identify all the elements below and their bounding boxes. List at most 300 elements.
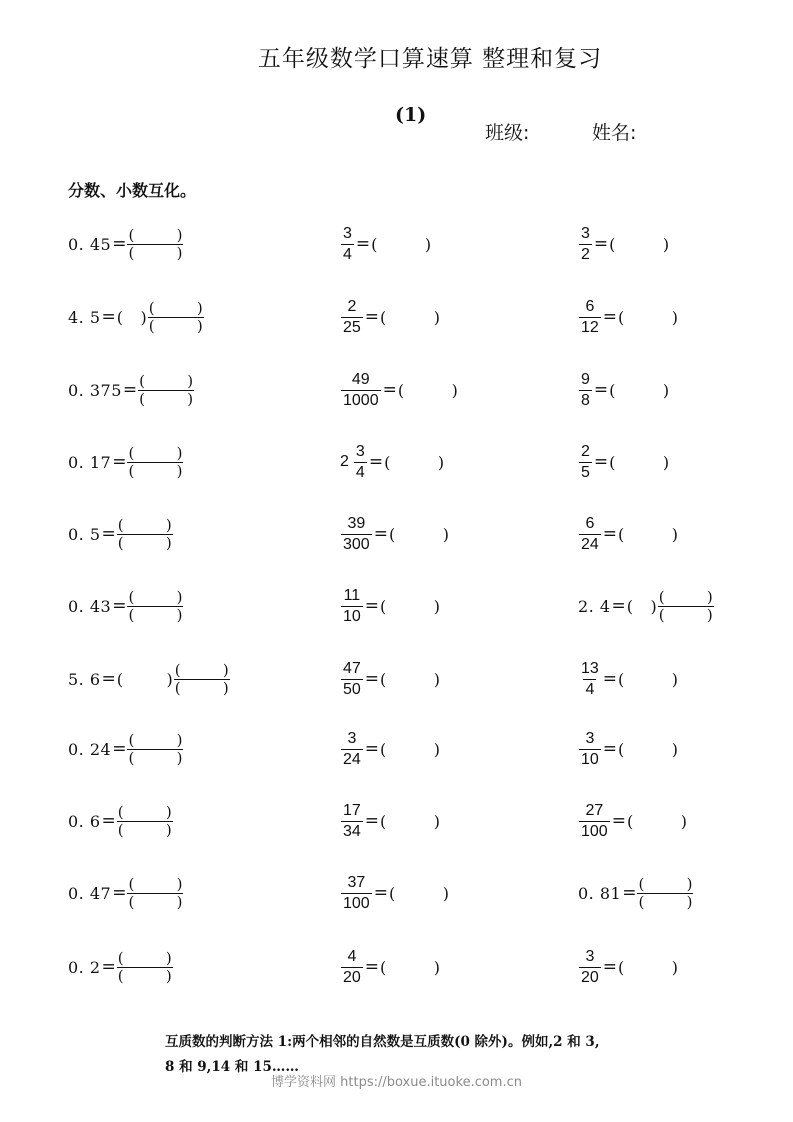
- fraction: [341, 949, 363, 986]
- equals-sign: =: [101, 307, 116, 327]
- denominator: 24: [581, 535, 599, 553]
- answer-denominator-blank[interactable]: [127, 749, 183, 766]
- open-paren: (: [618, 739, 625, 759]
- close-paren: ): [650, 596, 657, 616]
- answer-blank[interactable]: [380, 670, 440, 689]
- section-title: 分数、小数互化。: [68, 181, 197, 200]
- answer-fraction-blank[interactable]: [148, 298, 204, 335]
- open-paren: (: [618, 524, 625, 544]
- close-paren: ): [165, 533, 172, 552]
- fraction: [341, 661, 363, 698]
- open-paren: (: [380, 596, 387, 616]
- answer-numerator-blank[interactable]: [117, 515, 173, 534]
- answer-blank[interactable]: [389, 525, 449, 544]
- answer-denominator-blank[interactable]: [658, 606, 714, 623]
- open-paren: (: [626, 596, 634, 616]
- close-paren: ): [222, 660, 229, 679]
- fraction: [341, 372, 381, 409]
- denominator: 100: [343, 894, 370, 912]
- answer-fraction-blank[interactable]: [117, 948, 173, 985]
- equals-sign: =: [101, 524, 116, 544]
- answer-numerator-blank[interactable]: [174, 660, 230, 679]
- answer-whole-blank[interactable]: [117, 670, 173, 689]
- answer-fraction-blank[interactable]: [658, 587, 714, 624]
- decimal-value: 0. 2: [68, 957, 101, 977]
- problem-item: [340, 295, 440, 339]
- close-paren: ): [442, 524, 449, 544]
- numerator: 3: [585, 729, 595, 747]
- equals-sign: =: [355, 234, 371, 254]
- page-title: 五年级数学口算速算 整理和复习: [257, 46, 603, 72]
- answer-numerator-blank[interactable]: [127, 587, 183, 606]
- close-paren: ): [706, 605, 713, 624]
- open-paren: (: [618, 669, 625, 689]
- open-paren: (: [380, 669, 387, 689]
- problem-item: [578, 871, 693, 915]
- equals-sign: =: [611, 596, 626, 616]
- open-paren: (: [117, 515, 124, 534]
- open-paren: (: [174, 678, 181, 697]
- close-paren: ): [165, 515, 172, 534]
- equals-sign: =: [602, 669, 618, 689]
- answer-numerator-blank[interactable]: [117, 948, 173, 967]
- problem-item: [68, 295, 204, 339]
- open-paren: (: [117, 966, 124, 985]
- answer-blank[interactable]: [609, 381, 669, 400]
- numerator: 2: [581, 442, 590, 460]
- denominator: 12: [581, 318, 599, 336]
- equals-sign: =: [364, 307, 380, 327]
- numerator: 6: [585, 297, 595, 315]
- problem-item: [340, 368, 458, 412]
- close-paren: ): [165, 966, 172, 985]
- whole-number: 2: [340, 453, 349, 470]
- answer-fraction-blank[interactable]: [127, 225, 183, 262]
- equals-sign: =: [112, 452, 127, 472]
- close-paren: ): [166, 669, 173, 689]
- answer-numerator-blank[interactable]: [127, 874, 183, 893]
- fraction: [354, 444, 367, 481]
- answer-blank[interactable]: [609, 453, 669, 472]
- close-paren: ): [671, 957, 679, 977]
- problem-item: [578, 222, 669, 266]
- close-paren: ): [671, 307, 679, 327]
- numerator: 4: [347, 947, 357, 965]
- close-paren: ): [187, 371, 194, 390]
- answer-blank[interactable]: [618, 525, 678, 544]
- answer-blank[interactable]: [398, 381, 458, 400]
- decimal-value: 0. 24: [68, 739, 112, 759]
- answer-denominator-blank[interactable]: [117, 534, 173, 551]
- close-paren: ): [433, 669, 441, 689]
- open-paren: (: [128, 892, 135, 911]
- denominator: 10: [343, 607, 361, 625]
- fraction: [579, 226, 592, 263]
- header-subline: [0, 104, 793, 144]
- close-paren: ): [165, 820, 172, 839]
- open-paren: (: [626, 811, 634, 831]
- equals-sign: =: [602, 524, 618, 544]
- numerator: 49: [351, 370, 370, 388]
- problem-item: [340, 945, 440, 989]
- answer-numerator-blank[interactable]: [658, 587, 714, 606]
- denominator: 1000: [343, 391, 379, 409]
- fraction: [341, 299, 363, 336]
- answer-denominator-blank[interactable]: [637, 893, 693, 910]
- close-paren: ): [451, 380, 458, 400]
- decimal-value: 0. 5: [68, 524, 101, 544]
- fraction: [579, 444, 592, 481]
- denominator: 4: [585, 680, 595, 698]
- denominator: 20: [581, 968, 599, 986]
- open-paren: (: [148, 298, 155, 317]
- denominator: 4: [355, 463, 365, 481]
- answer-denominator-blank[interactable]: [117, 821, 173, 838]
- fraction: [341, 226, 354, 263]
- open-paren: (: [128, 748, 135, 767]
- open-paren: (: [128, 730, 135, 749]
- open-paren: (: [128, 461, 135, 480]
- open-paren: (: [128, 605, 135, 624]
- fraction: [341, 516, 372, 553]
- answer-whole-blank[interactable]: [627, 597, 657, 616]
- open-paren: (: [139, 371, 145, 390]
- open-paren: (: [148, 316, 155, 335]
- answer-denominator-blank[interactable]: [138, 390, 194, 407]
- close-paren: ): [662, 234, 670, 254]
- open-paren: (: [128, 587, 135, 606]
- answer-blank[interactable]: [380, 958, 440, 977]
- numerator: 9: [581, 370, 590, 388]
- fraction: [579, 299, 601, 336]
- open-paren: (: [128, 874, 135, 893]
- numerator: 27: [585, 801, 604, 819]
- open-paren: (: [380, 307, 387, 327]
- numerator: 3: [581, 224, 590, 242]
- problem-item: [340, 799, 440, 843]
- tip-line-2: 8 和 9,14 和 15……: [165, 1059, 299, 1075]
- problem-item: [578, 295, 678, 339]
- close-paren: ): [671, 524, 679, 544]
- numerator: 6: [585, 514, 595, 532]
- open-paren: (: [117, 802, 124, 821]
- close-paren: ): [680, 811, 687, 831]
- open-paren: (: [117, 948, 124, 967]
- close-paren: ): [196, 298, 203, 317]
- problem-item: [578, 368, 669, 412]
- answer-blank[interactable]: [371, 235, 431, 254]
- equals-sign: =: [602, 957, 618, 977]
- fraction: [579, 731, 601, 768]
- open-paren: (: [658, 587, 665, 606]
- close-paren: ): [442, 883, 449, 903]
- equals-sign: =: [373, 883, 388, 903]
- numerator: 3: [585, 947, 595, 965]
- numerator: 13: [581, 659, 599, 677]
- problem-item: [340, 727, 440, 771]
- close-paren: ): [176, 874, 183, 893]
- close-paren: ): [433, 811, 441, 831]
- problem-item: [68, 945, 173, 989]
- close-paren: ): [424, 234, 432, 254]
- answer-denominator-blank[interactable]: [117, 967, 173, 984]
- answer-denominator-blank[interactable]: [127, 244, 183, 261]
- numerator: 2: [347, 297, 357, 315]
- close-paren: ): [176, 748, 183, 767]
- tip-line-1: 互质数的判断方法 1:两个相邻的自然数是互质数(0 除外)。例如,2 和 3,: [165, 1034, 600, 1050]
- answer-blank[interactable]: [384, 453, 444, 472]
- answer-numerator-blank[interactable]: [127, 443, 183, 462]
- decimal-value: 0. 45: [68, 234, 112, 254]
- problem-item: [578, 945, 678, 989]
- equals-sign: =: [593, 234, 609, 254]
- answer-numerator-blank[interactable]: [117, 802, 173, 821]
- numerator: 17: [343, 801, 361, 819]
- answer-numerator-blank[interactable]: [138, 371, 194, 390]
- answer-blank[interactable]: [618, 670, 678, 689]
- decimal-value: 0. 47: [68, 883, 112, 903]
- close-paren: ): [671, 669, 679, 689]
- problem-item: [578, 584, 714, 628]
- answer-blank[interactable]: [618, 308, 678, 327]
- equals-sign: =: [364, 811, 380, 831]
- worksheet-number: (1): [395, 104, 427, 126]
- answer-fraction-blank[interactable]: [174, 660, 230, 697]
- numerator: 37: [347, 873, 366, 891]
- close-paren: ): [176, 225, 183, 244]
- close-paren: ): [706, 587, 713, 606]
- equals-sign: =: [622, 883, 637, 903]
- close-paren: ): [176, 587, 183, 606]
- equals-sign: =: [112, 596, 127, 616]
- equals-sign: =: [112, 234, 127, 254]
- open-paren: (: [116, 307, 124, 327]
- problem-item: [68, 440, 183, 484]
- open-paren: (: [658, 605, 665, 624]
- close-paren: ): [176, 443, 183, 462]
- fraction: [579, 661, 601, 698]
- answer-blank[interactable]: [389, 884, 449, 903]
- open-paren: (: [117, 533, 124, 552]
- close-paren: ): [433, 596, 441, 616]
- decimal-value: 5. 6: [68, 669, 101, 689]
- name-label: 姓名:: [592, 122, 637, 144]
- answer-denominator-blank[interactable]: [127, 606, 183, 623]
- denominator: 5: [581, 463, 590, 481]
- decimal-value: 0. 43: [68, 596, 112, 616]
- answer-fraction-blank[interactable]: [127, 730, 183, 767]
- answer-fraction-blank[interactable]: [117, 802, 173, 839]
- equals-sign: =: [101, 669, 116, 689]
- close-paren: ): [176, 461, 183, 480]
- numerator: 47: [343, 659, 361, 677]
- numerator: 11: [343, 586, 361, 604]
- answer-numerator-blank[interactable]: [637, 874, 693, 893]
- open-paren: (: [384, 452, 391, 472]
- answer-blank[interactable]: [627, 812, 687, 831]
- close-paren: ): [433, 307, 441, 327]
- problem-item: [340, 657, 440, 701]
- close-paren: ): [165, 948, 172, 967]
- open-paren: (: [380, 811, 387, 831]
- equals-sign: =: [364, 596, 380, 616]
- denominator: 50: [343, 680, 361, 698]
- fraction: [341, 803, 363, 840]
- close-paren: ): [662, 380, 670, 400]
- decimal-value: 0. 375: [68, 380, 122, 400]
- denominator: 2: [581, 245, 590, 263]
- close-paren: ): [187, 389, 194, 408]
- problem-item: [68, 727, 183, 771]
- decimal-value: 2. 4: [578, 596, 611, 616]
- problem-item: [68, 584, 183, 628]
- denominator: 34: [343, 822, 361, 840]
- close-paren: ): [686, 874, 693, 893]
- answer-denominator-blank[interactable]: [127, 893, 183, 910]
- answer-denominator-blank[interactable]: [127, 462, 183, 479]
- denominator: 25: [343, 318, 361, 336]
- fraction: [341, 875, 372, 912]
- numerator: 3: [355, 442, 365, 460]
- problem-item: [68, 222, 183, 266]
- problem-item: [578, 657, 678, 701]
- denominator: 4: [343, 245, 352, 263]
- open-paren: (: [117, 820, 124, 839]
- fraction: [579, 803, 610, 840]
- open-paren: (: [380, 739, 387, 759]
- decimal-value: 0. 17: [68, 452, 112, 472]
- open-paren: (: [618, 307, 625, 327]
- close-paren: ): [176, 730, 183, 749]
- answer-fraction-blank[interactable]: [117, 515, 173, 552]
- class-label: 班级:: [485, 122, 530, 144]
- equals-sign: =: [112, 739, 127, 759]
- fraction: [579, 372, 592, 409]
- fraction: [579, 516, 601, 553]
- equals-sign: =: [593, 380, 609, 400]
- equals-sign: =: [593, 452, 609, 472]
- close-paren: ): [437, 452, 445, 472]
- problem-item: [340, 584, 440, 628]
- equals-sign: =: [122, 380, 138, 400]
- numerator: 3: [347, 729, 357, 747]
- open-paren: (: [397, 380, 405, 400]
- close-paren: ): [662, 452, 670, 472]
- open-paren: (: [139, 389, 145, 408]
- decimal-value: 0. 6: [68, 811, 101, 831]
- equals-sign: =: [101, 811, 116, 831]
- answer-blank[interactable]: [618, 958, 678, 977]
- answer-fraction-blank[interactable]: [637, 874, 693, 911]
- equals-sign: =: [611, 811, 626, 831]
- open-paren: (: [618, 957, 625, 977]
- problem-item: [68, 368, 194, 412]
- open-paren: (: [638, 874, 645, 893]
- problem-item: [68, 657, 230, 701]
- open-paren: (: [388, 883, 396, 903]
- answer-blank[interactable]: [380, 740, 440, 759]
- answer-numerator-blank[interactable]: [127, 730, 183, 749]
- answer-blank[interactable]: [609, 235, 669, 254]
- answer-whole-blank[interactable]: [117, 308, 147, 327]
- equals-sign: =: [368, 452, 384, 472]
- close-paren: ): [433, 957, 441, 977]
- equals-sign: =: [112, 883, 127, 903]
- denominator: 300: [343, 535, 370, 553]
- open-paren: (: [609, 452, 616, 472]
- equals-sign: =: [373, 524, 388, 544]
- fraction: [341, 731, 363, 768]
- problem-item: [340, 512, 449, 556]
- close-paren: ): [176, 892, 183, 911]
- close-paren: ): [196, 316, 203, 335]
- close-paren: ): [686, 892, 693, 911]
- close-paren: ): [176, 605, 183, 624]
- answer-numerator-blank[interactable]: [148, 298, 204, 317]
- problem-item: [578, 440, 669, 484]
- answer-blank[interactable]: [380, 812, 440, 831]
- open-paren: (: [609, 380, 616, 400]
- close-paren: ): [433, 739, 441, 759]
- open-paren: (: [128, 243, 135, 262]
- equals-sign: =: [364, 957, 380, 977]
- open-paren: (: [128, 443, 135, 462]
- fraction: [579, 949, 601, 986]
- answer-fraction-blank[interactable]: [127, 587, 183, 624]
- denominator: 8: [581, 391, 590, 409]
- equals-sign: =: [602, 307, 618, 327]
- equals-sign: =: [382, 380, 397, 400]
- answer-denominator-blank[interactable]: [174, 679, 230, 696]
- open-paren: (: [380, 957, 387, 977]
- equals-sign: =: [101, 957, 116, 977]
- open-paren: (: [609, 234, 616, 254]
- problem-item: [340, 222, 431, 266]
- equals-sign: =: [364, 739, 380, 759]
- denominator: 100: [581, 822, 608, 840]
- open-paren: (: [128, 225, 135, 244]
- answer-blank[interactable]: [618, 740, 678, 759]
- answer-blank[interactable]: [380, 597, 440, 616]
- problem-item: [68, 871, 183, 915]
- decimal-value: 4. 5: [68, 307, 101, 327]
- answer-fraction-blank[interactable]: [127, 874, 183, 911]
- fraction: [341, 588, 363, 625]
- open-paren: (: [388, 524, 396, 544]
- answer-fraction-blank[interactable]: [138, 371, 194, 408]
- answer-fraction-blank[interactable]: [127, 443, 183, 480]
- open-paren: (: [116, 669, 124, 689]
- open-paren: (: [174, 660, 181, 679]
- answer-denominator-blank[interactable]: [148, 317, 204, 334]
- problem-item: [578, 512, 678, 556]
- answer-blank[interactable]: [380, 308, 440, 327]
- watermark: 博学资料网 https://boxue.ituoke.com.cn: [271, 1075, 522, 1090]
- denominator: 20: [343, 968, 361, 986]
- problem-item: [68, 799, 173, 843]
- open-paren: (: [638, 892, 645, 911]
- close-paren: ): [671, 739, 679, 759]
- close-paren: ): [140, 307, 147, 327]
- problem-item: [340, 871, 449, 915]
- problem-item: [68, 512, 173, 556]
- answer-numerator-blank[interactable]: [127, 225, 183, 244]
- equals-sign: =: [364, 669, 380, 689]
- close-paren: ): [176, 243, 183, 262]
- denominator: 24: [343, 750, 361, 768]
- decimal-value: 0. 81: [578, 883, 622, 903]
- open-paren: (: [371, 234, 378, 254]
